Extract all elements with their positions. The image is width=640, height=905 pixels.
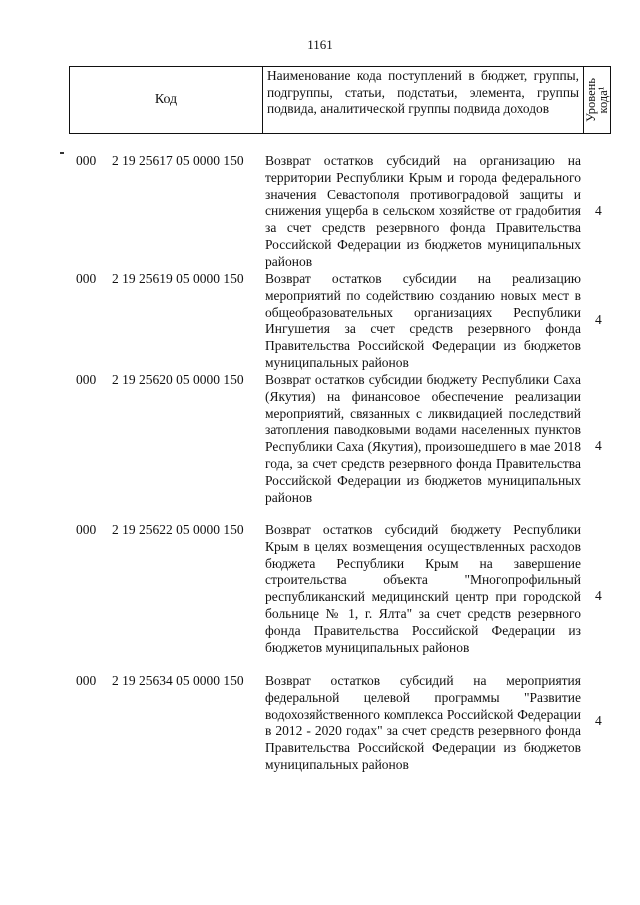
row-level: 4 — [595, 203, 602, 218]
row-level: 4 — [595, 713, 602, 728]
page-number: 1161 — [307, 37, 333, 52]
row-name: Возврат остатков субсидий на организацию на территории Республики Крым и города федерального значения Севастополя противоградовой защиты и снижения ущерба в сельском хозяйстве от градобития за счет средств резервного фонда Правительства Российской Федерации из бюджетов муниципальных районов — [265, 153, 581, 269]
margin-mark — [60, 152, 64, 154]
row-name: Возврат остатков субсидии бюджету Республики Саха (Якутия) на финансовое обеспечение реализации мероприятий, связанных с ликвидацией последствий затопления паводковыми водами населенных пунктов Республики Саха (Якутия), произошедшего в мае 2018 года, за счет средств резервного фонда Правительства Российской Федерации из бюджетов муниципальных районов — [265, 372, 581, 505]
row-prefix: 000 — [76, 372, 97, 387]
row-name: Возврат остатков субсидий на мероприятия федеральной целевой программы "Развитие водохозяйственного комплекса Российской Федерации в 2012 - 2020 годах" за счет средств резервного фонда Правительства Российской Федерации из бюджетов муниципальных районов — [265, 673, 581, 772]
row-prefix: 000 — [76, 153, 97, 168]
row-level: 4 — [595, 588, 602, 603]
row-code: 2 19 25622 05 0000 150 — [112, 522, 244, 537]
row-level: 4 — [595, 438, 602, 453]
row-prefix: 000 — [76, 522, 97, 537]
row-name: Возврат остатков субсидий бюджету Республики Крым в целях возмещения осуществленных расходов бюджета Республики Крым на завершение строительства объекта "Многопрофильный республиканский медицинский центр при городской больнице № 1, г. Ялта" за счет средств резервного фонда Правительства Российской Федерации из бюджетов муниципальных районов — [265, 522, 581, 655]
row-code: 2 19 25634 05 0000 150 — [112, 673, 244, 688]
header-code: Код — [70, 67, 263, 133]
header-name: Наименование кода поступлений в бюджет, группы, подгруппы, статьи, подстатьи, элемента, группы подвида, аналитической группы подвида доходов — [263, 67, 584, 133]
table-header — [69, 66, 611, 134]
row-level: 4 — [595, 312, 602, 327]
row-code: 2 19 25619 05 0000 150 — [112, 271, 244, 286]
row-code: 2 19 25620 05 0000 150 — [112, 372, 244, 387]
row-prefix: 000 — [76, 673, 97, 688]
row-name: Возврат остатков субсидии на реализацию мероприятий по содействию созданию новых мест в общеобразовательных организациях Республики Ингушетия за счет средств резервного фонда Правительства Российской Федерации из бюджетов муниципальных районов — [265, 271, 581, 370]
header-level-cell — [584, 67, 610, 133]
row-code: 2 19 25617 05 0000 150 — [112, 153, 244, 168]
row-prefix: 000 — [76, 271, 97, 286]
header-level: Уровень кода¹ — [584, 77, 610, 123]
